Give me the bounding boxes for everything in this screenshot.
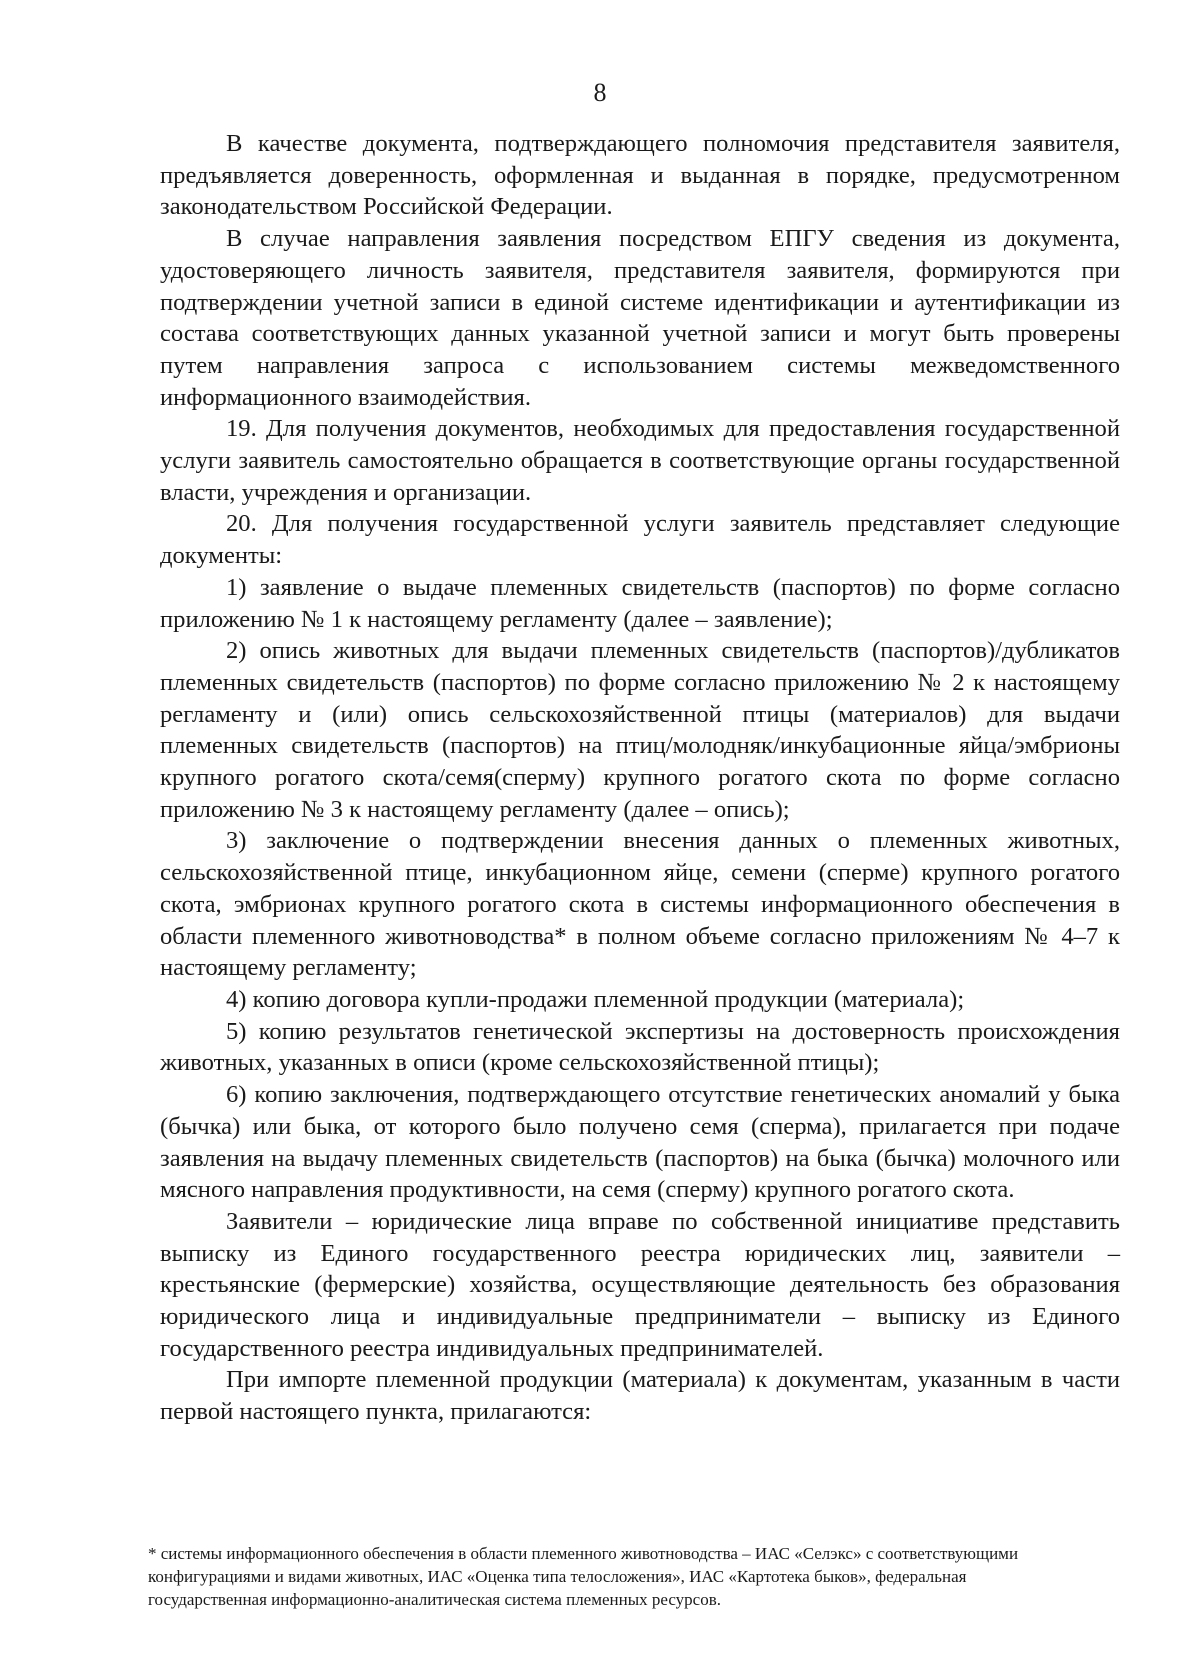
footnote-text: * системы информационного обеспечения в области племенного животноводства – ИАС «Селэкс» с соответствующими конфигурациями и видами животных, ИАС «Оценка типа телосложения», ИАС «Картотека быков», федеральная государственная информационно-аналитическая система племенных ресурсов. xyxy=(148,1544,1019,1609)
paragraph: В случае направления заявления посредством ЕПГУ сведения из документа, удостоверяющего личность заявителя, представителя заявителя, формируются при подтверждении учетной записи в единой системе идентификации и аутентификации из состава соответствующих данных указанной учетной записи и могут быть проверены путем направления запроса с использованием системы межведомственного информационного взаимодействия. xyxy=(160,225,1120,411)
list-item: 2) опись животных для выдачи племенных свидетельств (паспортов)/дубликатов племенных свидетельств (паспортов) по форме согласно приложению № 2 к настоящему регламенту и (или) опись сельскохозяйственной птицы (материалов) для выдачи племенных свидетельств (паспортов) на птиц/молодняк/инкубационные яйца/эмбрионы крупного рогатого скота/семя(сперму) крупного рогатого скота по форме согласно приложению № 3 к настоящему регламенту (далее – опись); xyxy=(160,637,1120,823)
list-item: 4) копию договора купли-продажи племенной продукции (материала); xyxy=(226,985,965,1013)
paragraph: Заявители – юридические лица вправе по собственной инициативе представить выписку из Единого государственного реестра юридических лиц, заявители – крестьянские (фермерские) хозяйства, осуществляющие деятельность без образования юридического лица и индивидуальные предприниматели – выписку из Единого государственного реестра индивидуальных предпринимателей. xyxy=(160,1207,1120,1362)
list-item: 1) заявление о выдаче племенных свидетельств (паспортов) по форме согласно приложению № 1 к настоящему регламенту (далее – заявление); xyxy=(160,573,1120,633)
paragraph: 19. Для получения документов, необходимых для предоставления государственной услуги заявитель самостоятельно обращается в соответствующие органы государственной власти, учреждения и организации. xyxy=(160,415,1120,506)
page-number: 8 xyxy=(593,78,607,107)
footnote xyxy=(148,1542,1078,1611)
paragraph: При импорте племенной продукции (материала) к документам, указанным в части первой настоящего пункта, прилагаются: xyxy=(160,1366,1120,1426)
list-item: 3) заключение о подтверждении внесения данных о племенных животных, сельскохозяйственной птице, инкубационном яйце, семени (сперме) крупного рогатого скота, эмбрионах крупного рогатого скота в системы информационного обеспечения в области племенного животноводства* в полном объеме согласно приложениям № 4–7 к настоящему регламенту; xyxy=(160,827,1120,982)
document-body xyxy=(160,128,1120,1428)
list-item: 6) копию заключения, подтверждающего отсутствие генетических аномалий у быка (бычка) или быка, от которого было получено семя (сперма), прилагается при подаче заявления на выдачу племенных свидетельств (паспортов) на быка (бычка) молочного или мясного направления продуктивности, на семя (сперму) крупного рогатого скота. xyxy=(160,1081,1120,1204)
paragraph: 20. Для получения государственной услуги заявитель представляет следующие документы: xyxy=(160,510,1120,570)
paragraph: В качестве документа, подтверждающего полномочия представителя заявителя, предъявляется доверенность, оформленная и выданная в порядке, предусмотренном законодательством Российской Федерации. xyxy=(160,130,1120,221)
list-item: 5) копию результатов генетической экспертизы на достоверность происхождения животных, указанных в описи (кроме сельскохозяйственной птицы); xyxy=(160,1017,1120,1077)
